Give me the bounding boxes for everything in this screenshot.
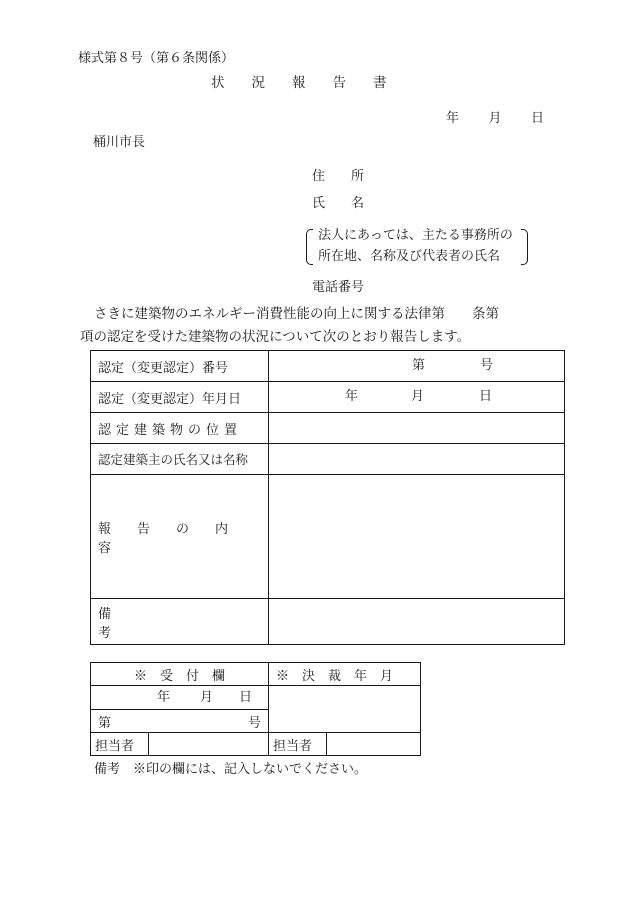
owner-name-label: 認定建築主の氏名又は名称 — [91, 444, 269, 475]
footer-note: 備考 ※印の欄には、記入しないでください。 — [94, 762, 368, 777]
table-row — [91, 444, 565, 475]
building-location-value[interactable] — [269, 413, 565, 444]
table-row — [91, 475, 565, 599]
report-content-label: 報告の内容 — [91, 475, 269, 599]
remarks-label: 備考 — [91, 599, 269, 645]
cert-date-year: 年 — [345, 389, 359, 404]
table-row — [91, 382, 565, 413]
certification-date-value[interactable] — [269, 382, 565, 413]
body-text-line2: 項の認定を受けた建築物の状況について次のとおり報告します。 — [80, 329, 471, 345]
reception-date-day: 日 — [239, 689, 253, 705]
name-label: 氏 名 — [312, 196, 365, 211]
table-row — [91, 663, 421, 686]
table-row — [91, 686, 421, 710]
decision-date-cell[interactable] — [269, 686, 421, 733]
reception-date-year: 年 — [157, 689, 171, 705]
table-row — [91, 599, 565, 645]
phone-label: 電話番号 — [312, 280, 365, 295]
decision-header: ※ 決 裁 年 月 — [269, 663, 421, 686]
form-number: 様式第８号（第６条関係） — [78, 51, 235, 66]
reception-date[interactable] — [91, 686, 269, 710]
report-content-value[interactable] — [269, 475, 565, 599]
office-use-table — [90, 662, 421, 756]
reception-number[interactable] — [91, 710, 269, 733]
body-text-line1: さきに建築物のエネルギー消費性能の向上に関する法律第 条第 — [94, 306, 499, 322]
cert-date-month: 月 — [411, 389, 425, 404]
recipient: 桶川市長 — [93, 135, 146, 150]
note-bracket-left — [306, 229, 313, 265]
note-bracket-right — [521, 229, 528, 265]
reception-number-suffix: 号 — [248, 715, 262, 731]
reception-staff-value[interactable] — [149, 733, 269, 756]
decision-staff-label: 担当者 — [269, 733, 327, 756]
building-location-label: 認定建築物の位置 — [91, 413, 269, 444]
document-title: 状 況 報 告 書 — [211, 75, 387, 91]
number-suffix: 号 — [480, 358, 494, 373]
report-table — [90, 350, 565, 645]
table-row — [91, 733, 421, 756]
reception-date-month: 月 — [200, 689, 214, 705]
table-row — [91, 413, 565, 444]
table-row — [91, 351, 565, 382]
corporate-note-line2: 所在地、名称及び代表者の氏名 — [318, 249, 501, 264]
owner-name-value[interactable] — [269, 444, 565, 475]
reception-number-prefix: 第 — [98, 715, 112, 731]
certification-number-label: 認定（変更認定）番号 — [91, 351, 269, 382]
date-year: 年 — [446, 111, 460, 126]
remarks-value[interactable] — [269, 599, 565, 645]
number-prefix: 第 — [412, 358, 426, 373]
certification-date-label: 認定（変更認定）年月日 — [91, 382, 269, 413]
decision-staff-value[interactable] — [327, 733, 421, 756]
date-month: 月 — [488, 111, 502, 126]
reception-staff-label: 担当者 — [91, 733, 149, 756]
corporate-note-line1: 法人にあっては、主たる事務所の — [318, 228, 513, 243]
address-label: 住 所 — [312, 169, 365, 184]
reception-header: ※ 受 付 欄 — [91, 663, 269, 686]
certification-number-value[interactable] — [269, 351, 565, 382]
date-line — [446, 112, 544, 125]
cert-date-day: 日 — [479, 389, 493, 404]
date-day: 日 — [530, 111, 544, 126]
